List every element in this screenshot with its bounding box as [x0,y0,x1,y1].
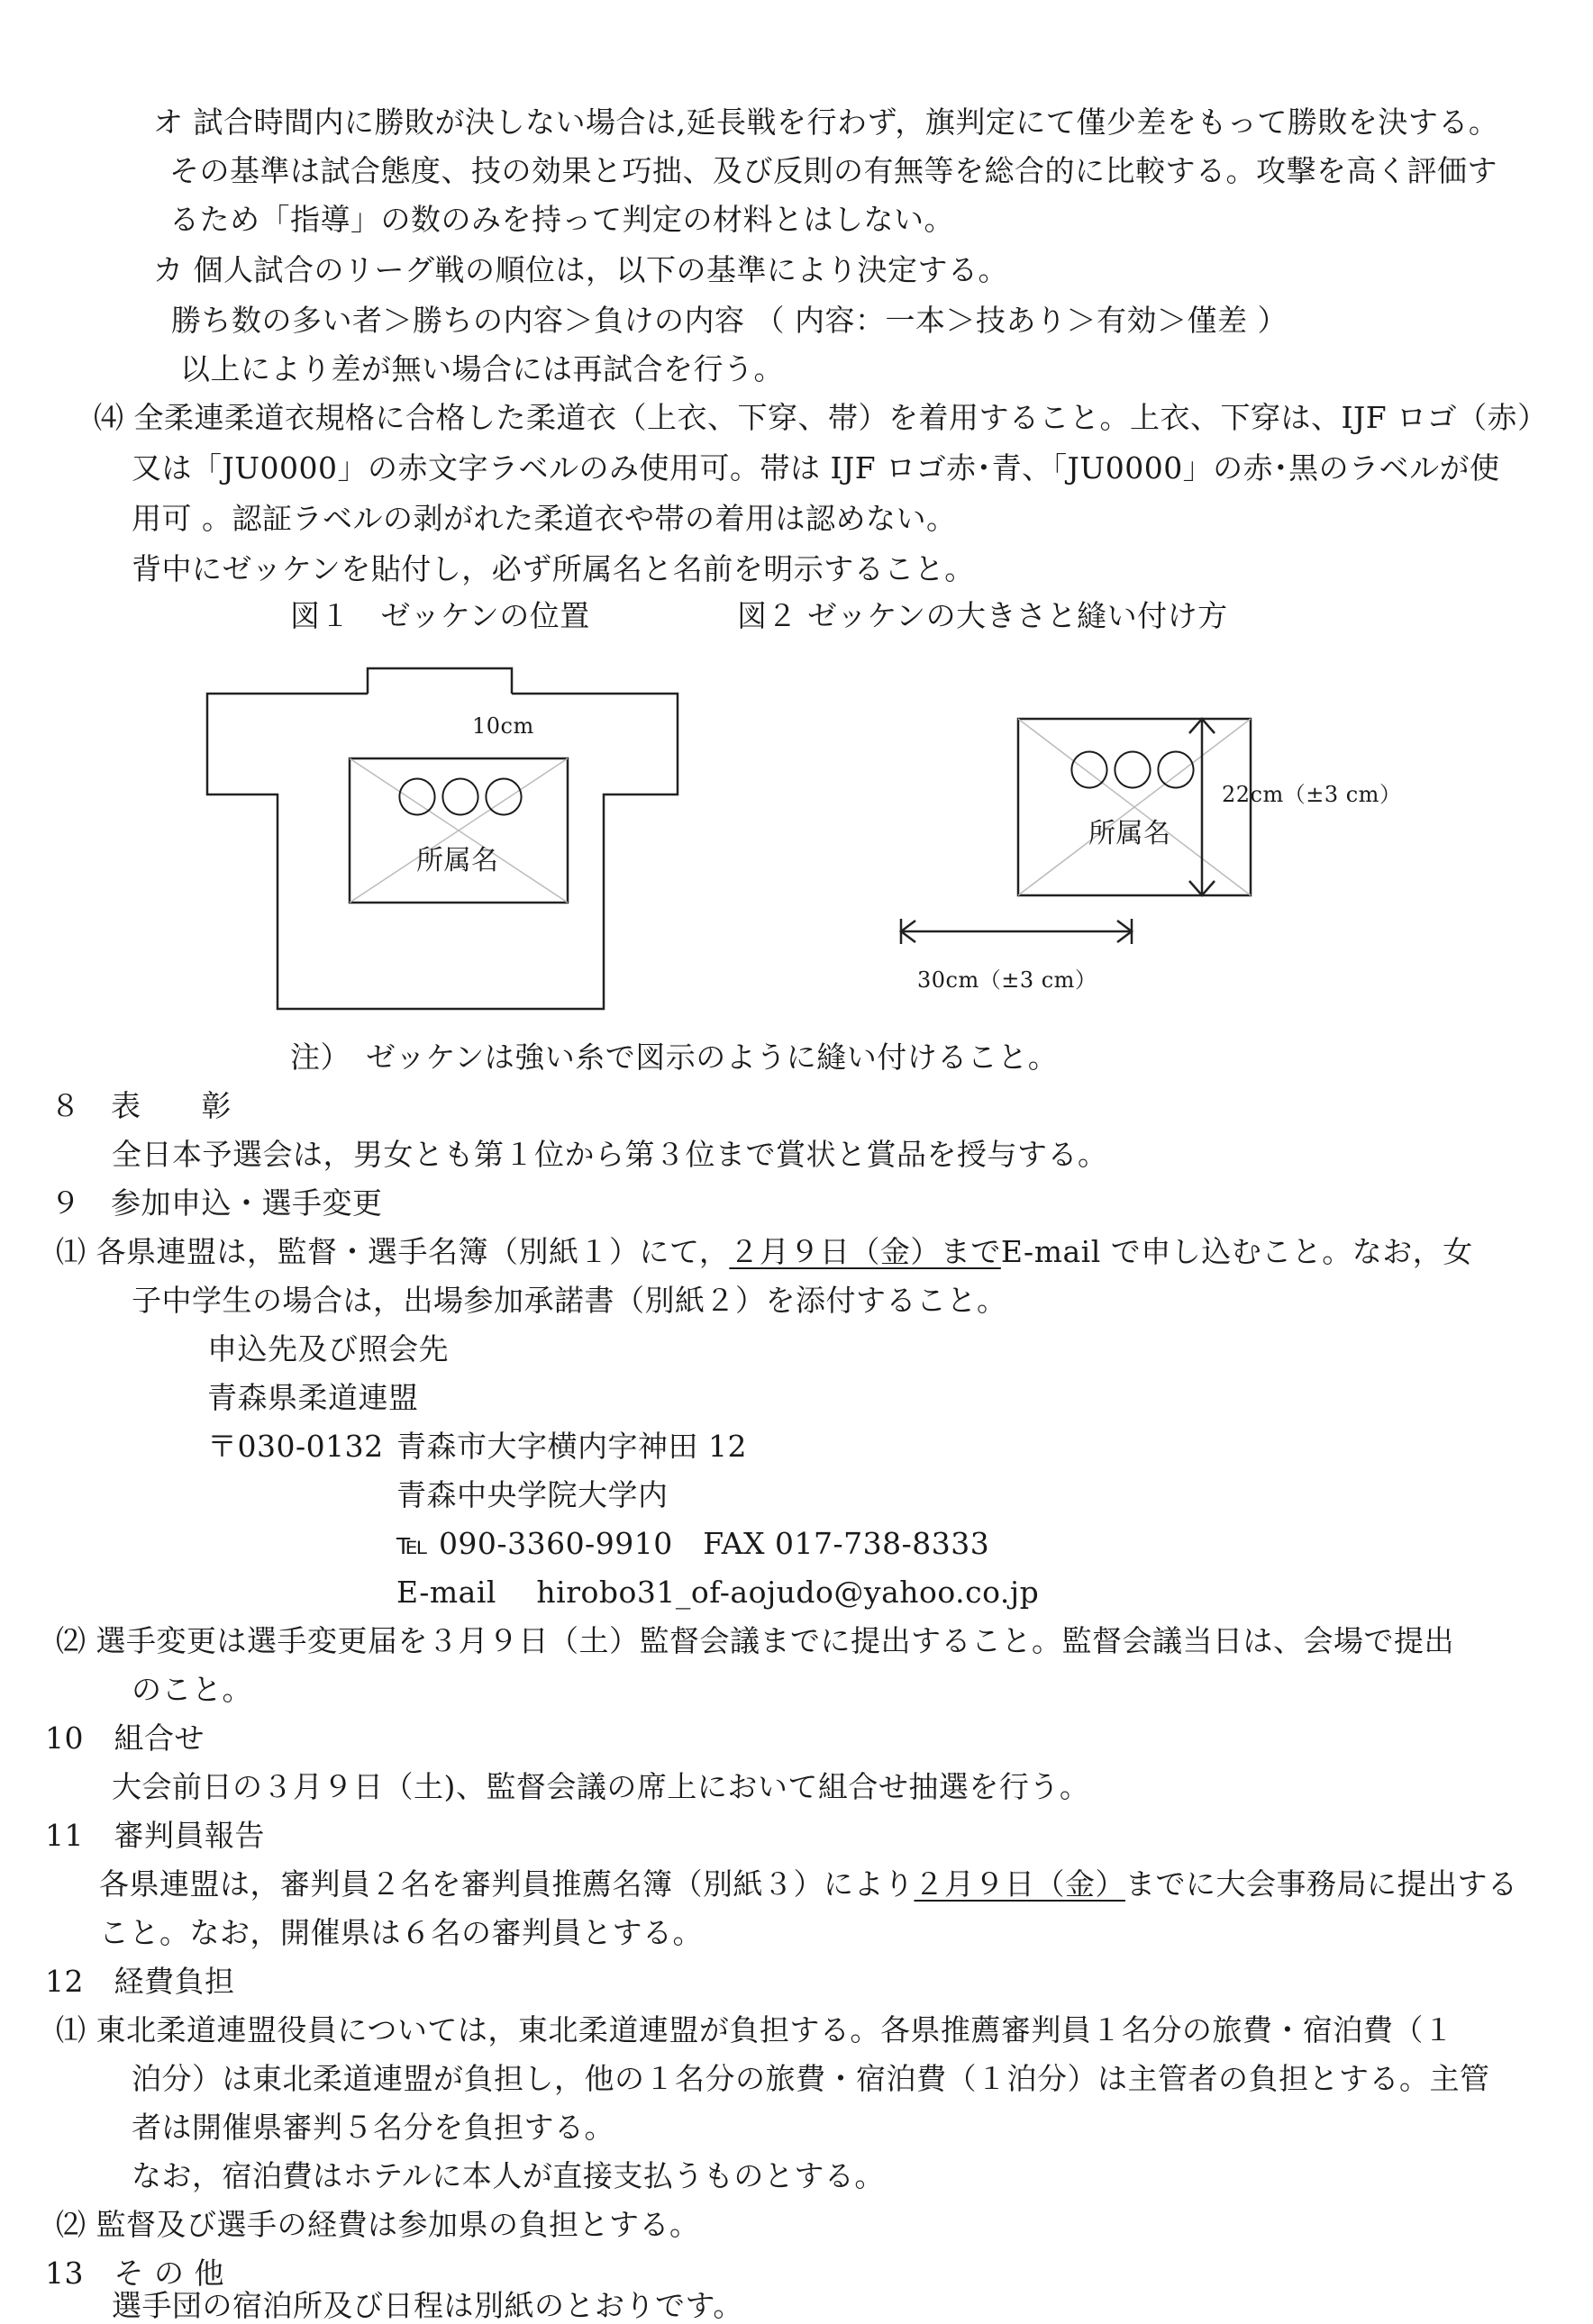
judogi-line-4: 背中にゼッケンを貼付し，必ず所属名と名前を明示すること。 [132,551,975,586]
contact-email: E-mail hirobo31_of-aojudo@yahoo.co.jp [396,1575,1040,1610]
figure-2-name-circles: 〇〇〇 [1069,747,1198,795]
contact-postal-code: 〒030-0132 [207,1429,384,1464]
width-dimension-label: 30cm（±3 cm） [917,967,1097,993]
section-12-p2: ⑵ 監督及び選手の経費は参加県の負担とする。 [56,2207,700,2242]
referee-deadline: ２月９日（金） [914,1866,1125,1902]
section-9-p1-line-2: 子中学生の場合は，出場参加承諾書（別紙２）を添付すること。 [132,1283,1007,1318]
section-12-p1-line-1: ⑴ 東北柔道連盟役員については，東北柔道連盟が負担する。各県推薦審判員１名分の旅費・宿泊費（１ [56,2012,1454,2047]
section-9-p1-prefix: ⑴ 各県連盟は，監督・選手名簿（別紙１）にて， [56,1234,730,1269]
judogi-line-3: 用可 。認証ラベルの剥がれた柔道衣や帯の着用は認めない。 [132,501,957,536]
jacket-collar [368,668,512,694]
figure-1-dimension-label: 10cm [472,713,534,739]
section-9-p2-line-2: のこと。 [132,1672,252,1707]
section-11-body-suffix: までに大会事務局に提出する [1125,1866,1518,1902]
rule-ka-line-1: カ 個人試合のリーグ戦の順位は，以下の基準により決定する。 [153,252,1008,287]
contact-title: 申込先及び照会先 [207,1331,449,1366]
section-12-p1-line-2: 泊分）は東北柔道連盟が負担し，他の１名分の旅費・宿泊費（１泊分）は主管者の負担とする。主管 [132,2061,1490,2096]
figure-2-caption: 図２ ゼッケンの大きさと縫い付け方 [737,598,1228,633]
contact-address-1: 青森市大字横内字神田 12 [396,1429,747,1464]
section-8-heading: ８ 表 彰 [50,1088,232,1123]
figure-1-caption: 図１ ゼッケンの位置 [290,598,590,633]
rule-ka-line-2: 勝ち数の多い者＞勝ちの内容＞負けの内容 （ 内容：一本＞技あり＞有効＞僅差 ） [171,303,1288,338]
figure-note: 注） ゼッケンは強い糸で図示のように縫い付けること。 [290,1039,1059,1075]
section-13-heading: 13 そ の 他 [45,2256,224,2291]
section-10-body: 大会前日の３月９日（土)、監督会議の席上において組合せ抽選を行う。 [112,1769,1090,1804]
section-13-body: 選手団の宿泊所及び日程は別紙のとおりです。 [112,2288,743,2323]
section-8-body: 全日本予選会は，男女とも第１位から第３位まで賞状と賞品を授与する。 [112,1137,1108,1172]
rule-o-line-2: その基準は試合態度、技の効果と巧拙、及び反則の有無等を総合的に比較する。攻撃を高く評価す [169,153,1497,188]
rule-o-line-1: オ 試合時間内に勝敗が決しない場合は,延長戦を行わず，旗判定にて僅少差をもって勝敗を決する。 [153,104,1499,140]
rule-o-line-3: るため「指導」の数のみを持って判定の材料とはしない。 [169,202,954,237]
figure-1-affiliation-label: 所属名 [416,845,499,876]
section-12-p1-line-3: 者は開催県審判５名分を負担する。 [132,2110,614,2145]
rule-ka-line-3: 以上により差が無い場合には再試合を行う。 [180,351,784,386]
figure-2-affiliation-label: 所属名 [1088,818,1171,849]
section-9-p1-suffix: E-mail で申し込むこと。なお，女 [1000,1234,1473,1269]
contact-organization: 青森県柔道連盟 [207,1380,419,1415]
section-9-p1-line-1 [56,1234,1473,1270]
figure-1-name-circles: 〇〇〇 [396,774,526,822]
contact-address-2: 青森中央学院大学内 [396,1477,669,1512]
bib-figures [0,0,1593,1081]
section-11-body-line-1 [99,1866,1518,1902]
section-12-p1-line-4: なお，宿泊費はホテルに本人が直接支払うものとする。 [132,2158,885,2193]
section-9-p2-line-1: ⑵ 選手変更は選手変更届を３月９日（土）監督会議までに提出すること。監督会議当日は、会場で提出 [56,1623,1454,1658]
height-dimension-label: 22cm（±3 cm） [1222,782,1402,807]
section-11-body-prefix: 各県連盟は，審判員２名を審判員推薦名簿（別紙３）により [99,1866,915,1902]
section-10-heading: 10 組合せ [45,1720,205,1756]
judogi-line-1: ⑷ 全柔連柔道衣規格に合格した柔道衣（上衣、下穿、帯）を着用すること。上衣、下穿は、IJF ロゴ（赤） [94,400,1548,435]
contact-phone-fax: ℡ 090-3360-9910 FAX 017-738-8333 [396,1526,990,1561]
section-12-heading: 12 経費負担 [45,1964,235,1999]
section-11-heading: 11 審判員報告 [45,1818,265,1853]
entry-deadline: ２月９日（金）まで [729,1234,1001,1269]
section-9-heading: ９ 参加申込・選手変更 [50,1185,383,1221]
judogi-line-2: 又は「JU0000」の赤文字ラベルのみ使用可。帯は IJF ロゴ赤･青、「JU0000」の赤･黒のラベルが使 [132,450,1500,486]
section-11-body-line-2: こと。なお，開催県は６名の審判員とする。 [99,1915,703,1950]
